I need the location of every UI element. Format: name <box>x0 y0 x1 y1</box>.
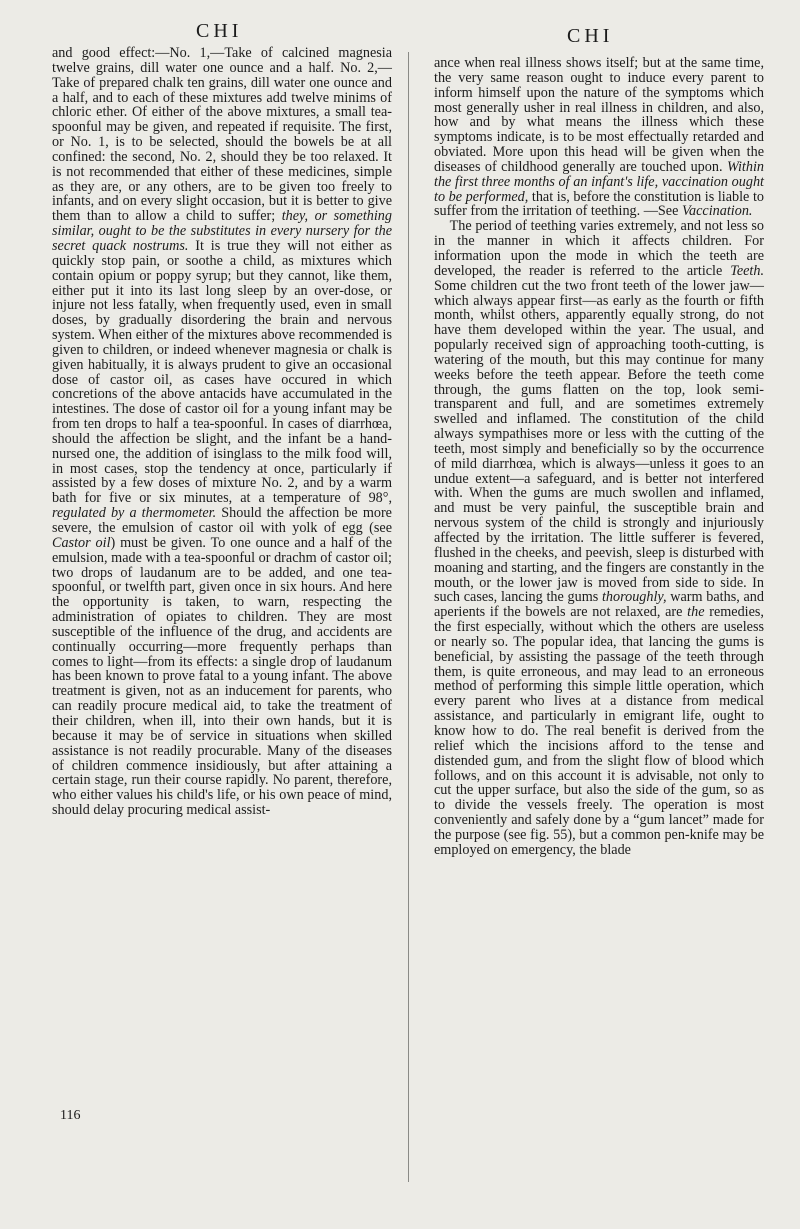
body-text: ance when real illness shows itself; but at the same time, the very same reason ought to induce every parent to inform himself upon the nature of the symptoms which most generally usher in real illness in children, and also, how and by what means the illness which these symptoms indicate, is to be most effectually retarded and obviated. More upon this head will be given when the diseases of childhood generally are touched upon. <box>434 55 764 175</box>
running-header-right: CHI <box>567 25 614 47</box>
column-divider <box>408 52 409 1182</box>
right-column <box>434 56 764 858</box>
body-text: The period of teething varies extremely, and not less so in the manner in which it affects children. For information upon the mode in which the teeth are developed, the reader is referred to the article <box>434 218 764 279</box>
italic-text: Vaccination. <box>681 203 753 220</box>
body-text: ) must be given. To one ounce and a half of the emulsion, made with a tea-spoonful or drachm of castor oil; two drops of laudanum are to be added, and one tea-spoonful, or twelfth part, given once in six hours. And here the opportunity is taken, to warn, respecting the administration of opiates to children. They are most susceptible of the influence of the drug, and accidents are continually occurring—more frequently perhaps than comes to light—from its effects: a single drop of laudanum has been known to prove fatal to a young infant. The above treatment is given, not as an inducement for parents, who can readily procure medical aid, to take the treatment of their children, when ill, into their own hands, but it is because it may be of service in situations when skilled assistance is not readily procurable. Many of the diseases of children commence insidiously, but after attaining a certain stage, run their course rapidly. No parent, therefore, who either values his child's life, or his own peace of mind, should delay procuring medical assist- <box>52 534 392 819</box>
italic-text: they, or something similar, ought to be the substitutes in every nursery for the secret quack nostrums. <box>52 208 392 254</box>
running-header-left: CHI <box>196 20 243 42</box>
italic-text: thoroughly, <box>601 589 667 606</box>
page-number: 116 <box>60 1108 81 1123</box>
body-text: that is, before the constitution is liable to suffer from the irritation of teething. —See <box>434 188 764 220</box>
body-text: It is true they will not either as quickly stop pain, or soothe a child, as mixtures which contain opium or poppy syrup; but they cannot, like them, either put it into its last long sleep by an over-dose, or injure not less fatally, when frequently used, even in small doses, by gradually disordering the brain and nervous system. When either of the mixtures above recommended is given to children, or indeed whenever magnesia or chalk is given habitually, it is always prudent to give an occasional dose of castor oil, as cases have occured in which concretions of the above antacids have accumulated in the intestines. The dose of castor oil for a young infant may be from ten drops to half a tea-spoonful. In cases of diarrhœa, should the affection be slight, and the infant be a hand-nursed one, the addition of isinglass to the milk food will, in most cases, stop the tendency at once, particularly if assisted by a few doses of mixture No. 2, and by a warm bath for five or six minutes, at a temperature of 98°, <box>52 237 392 507</box>
paragraph <box>52 46 392 818</box>
paragraph <box>434 219 764 857</box>
italic-text: Teeth. <box>730 262 764 279</box>
left-column <box>52 46 392 818</box>
paragraph <box>434 56 764 219</box>
body-text: remedies, the first especially, without which the others are useless or nearly so. The popular idea, that lancing the gums is beneficial, by assisting the passage of the teeth through them, is quite erroneous, and may lead to an erroneous method of performing this simple little operation, which every parent who lives at a distance from medical assistance, and particularly in emigrant life, ought to know how to do. The real benefit is derived from the relief which the incisions afford to the tense and distended gum, and from the slight flow of blood which follows, and on this account it is advisable, not only to cut the upper surface, but also the side of the gum, so as to divide the vessels freely. The operation is most conveniently and safely done by a “gum lancet” made for the purpose (see fig. 55), but a common pen-knife may be employed on emergency, the blade <box>434 604 764 858</box>
body-text: and good effect:—No. 1,—Take of calcined magnesia twelve grains, dill water one ounce and a half. No. 2,—Take of prepared chalk ten grains, dill water one ounce and a half, and to each of these mixtures add twelve minims of chloric ether. Of either of the above mixtures, a small tea-spoonful may be given, and repeated if requisite. The first, or No. 1, is to be selected, should the bowels be at all confined: the second, No. 2, should they be too relaxed. It is not recommended that either of these medicines, simple as they are, or any others, are to be given too freely to infants, and on every slight occasion, but it is better to give them than to allow a child to suffer; <box>52 45 392 225</box>
body-text: Should the affection be more severe, the emulsion of castor oil with yolk of egg (see <box>52 505 392 536</box>
italic-text: the <box>687 604 705 621</box>
italic-text: Within the first three months of an infant's life, vaccination ought to be performed, <box>434 158 764 205</box>
body-text: Some children cut the two front teeth of the lower jaw—which always appear first—as early as the fourth or fifth month, whilst others, apparently equally strong, do not have them developed within the year. The usual, and popularly received sign of approaching tooth-cutting, is watering of the mouth, but this may continue for many weeks before the teeth appear. Before the teeth come through, the gums flatten on the top, look semi-transparent and full, and are sometimes extremely swelled and inflamed. The constitution of the child always sympathises more or less with the cutting of the teeth, most simply and beneficially so by the occurrence of mild diarrhœa, which is always—unless it goes to an undue extent—a safeguard, and is better not interfered with. When the gums are much swollen and inflamed, and must be very painful, the susceptible brain and nervous system of the child is strongly and injuriously affected by the irritation. The little sufferer is fevered, flushed in the cheeks, and peevish, sleep is disturbed with moaning and starting, and the fingers are constantly in the mouth, or the lower jaw is moved from side to side. In such cases, lancing the gums <box>434 277 764 606</box>
italic-text: regulated by a thermometer. <box>52 505 217 522</box>
italic-text: Castor oil <box>52 534 111 551</box>
body-text: warm baths, and aperients if the bowels are not relaxed, are <box>434 589 764 621</box>
